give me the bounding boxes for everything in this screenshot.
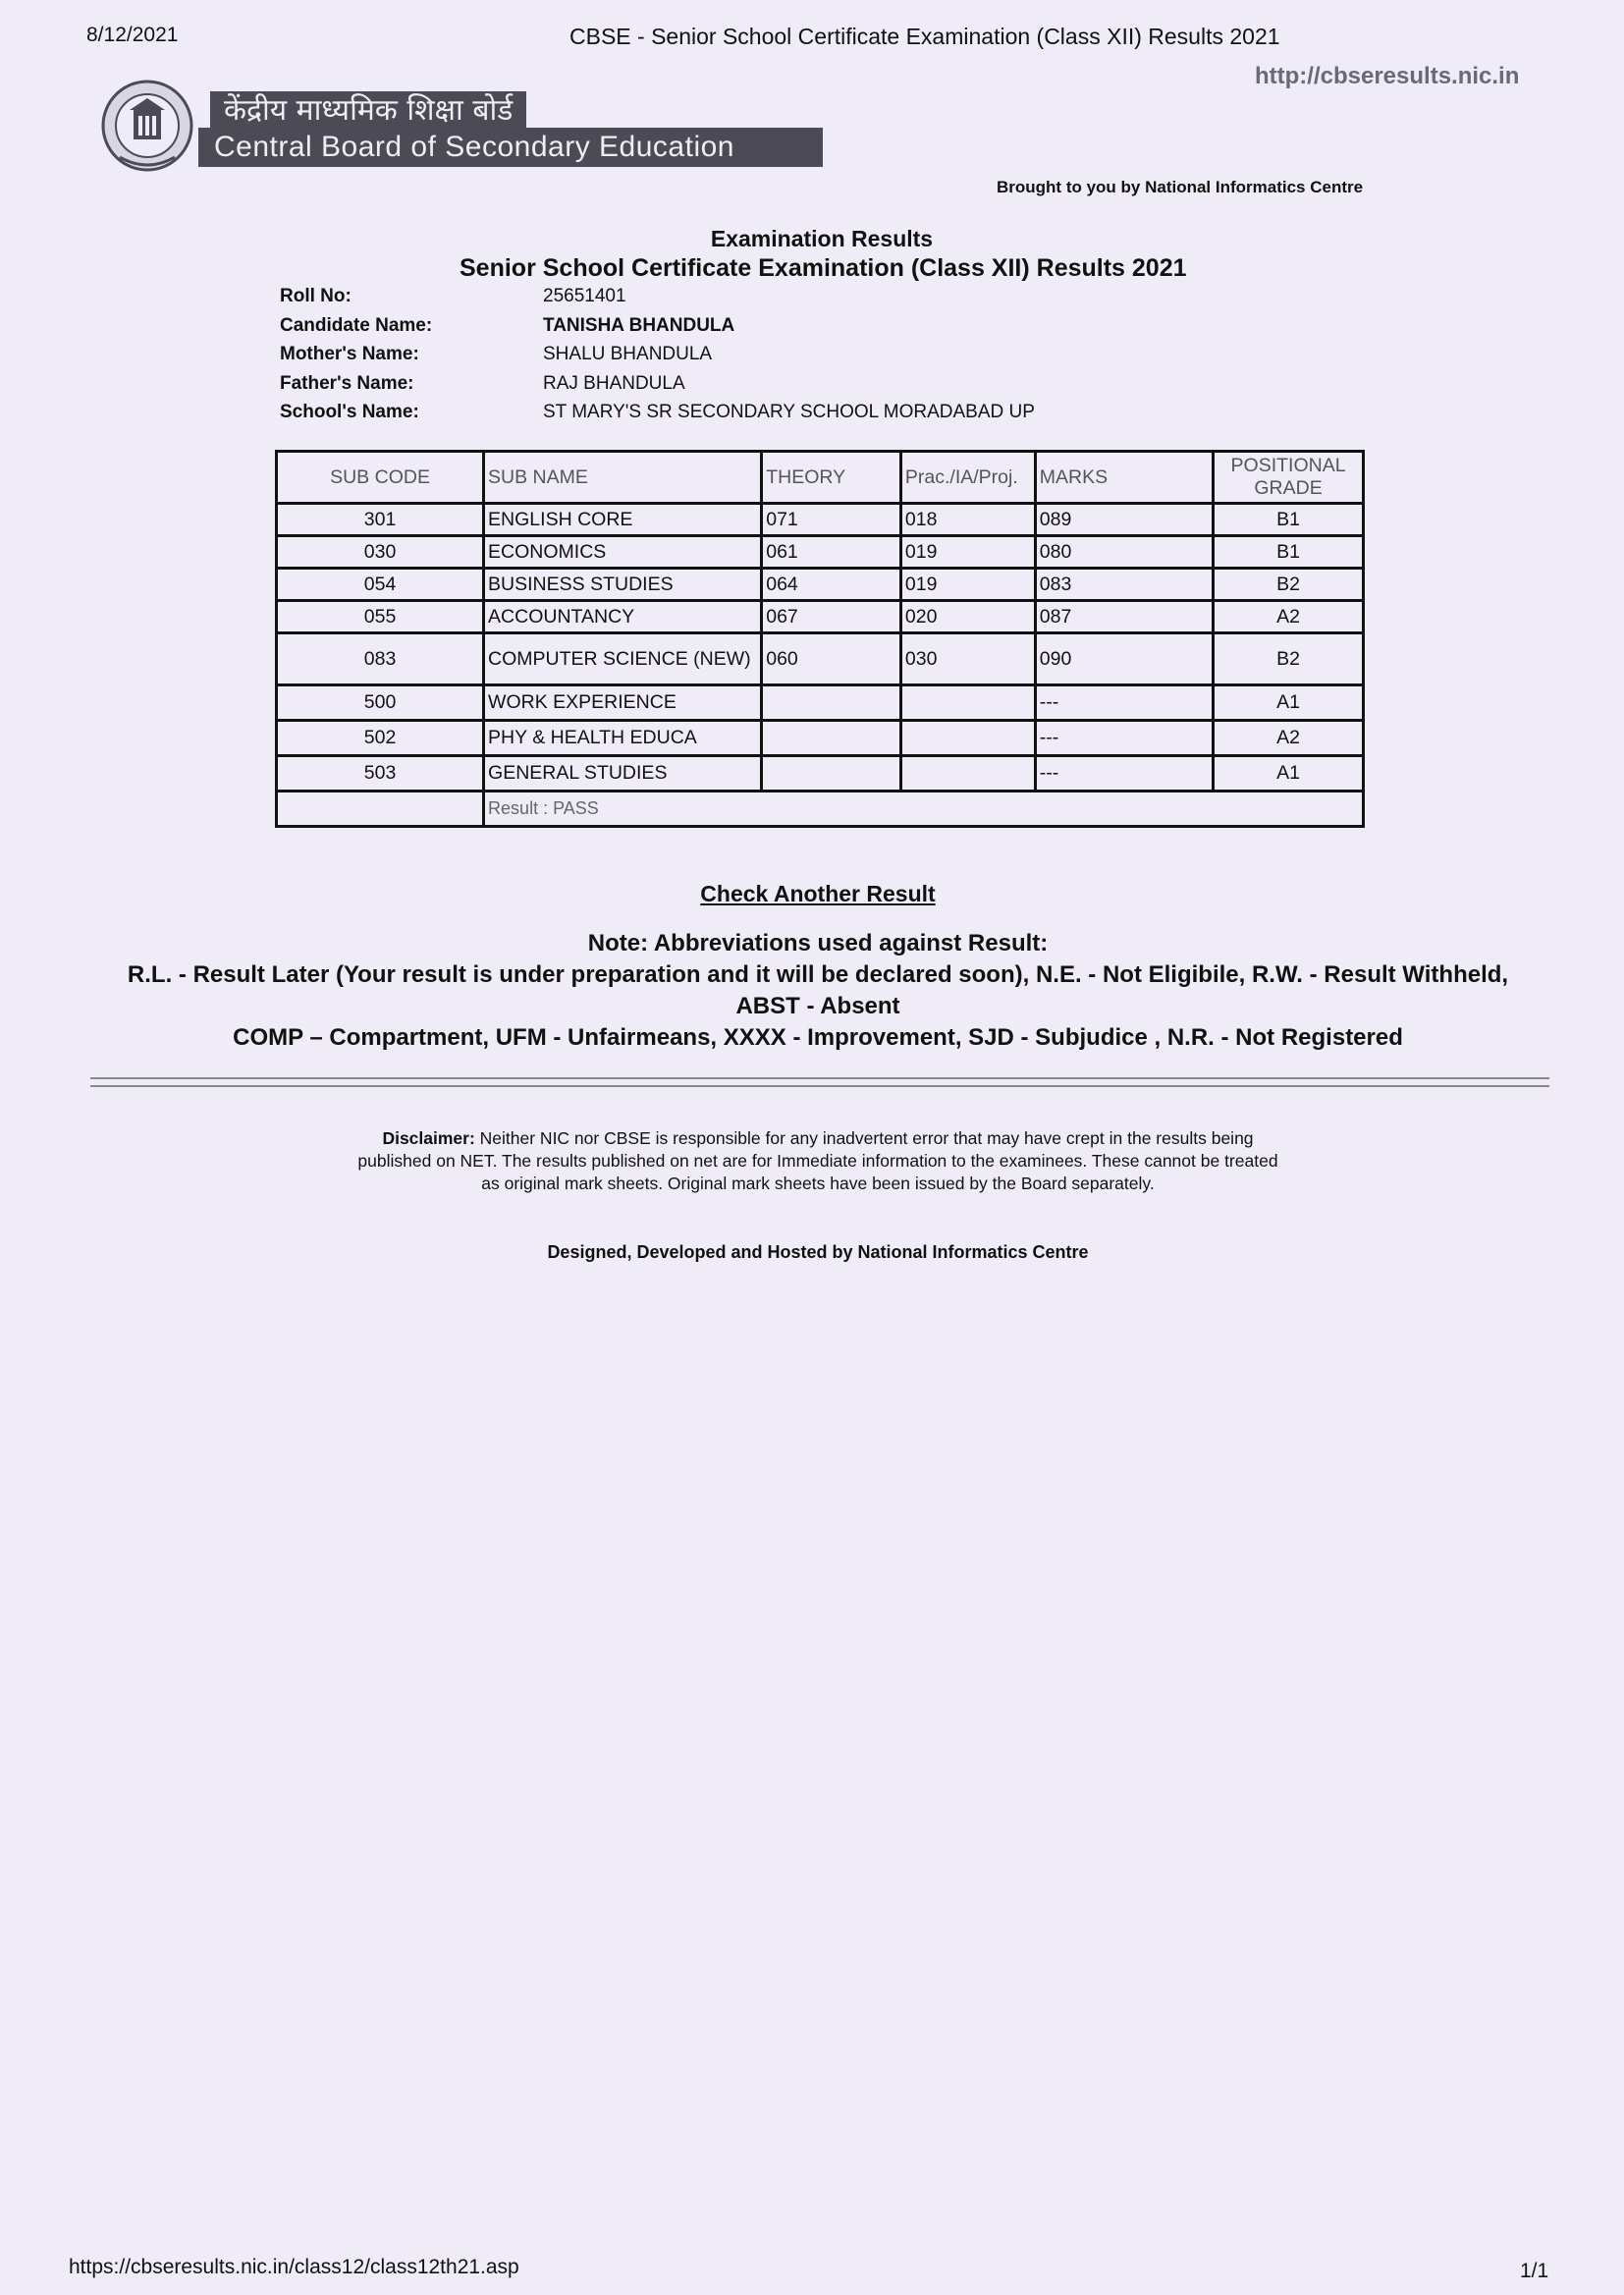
sub-code-cell: 301 xyxy=(277,504,484,536)
footer-page-number: 1/1 xyxy=(1520,2260,1549,2282)
grade-cell: B2 xyxy=(1214,633,1364,685)
result-status: Result : PASS xyxy=(484,792,1364,827)
theory-cell: 060 xyxy=(762,633,901,685)
marks-cell: --- xyxy=(1035,721,1213,756)
grade-cell: A1 xyxy=(1214,756,1364,792)
father-name-label: Father's Name: xyxy=(280,373,414,394)
result-row xyxy=(277,792,1364,827)
theory-cell: 067 xyxy=(762,601,901,633)
sub-code-cell: 055 xyxy=(277,601,484,633)
sub-code-cell: 502 xyxy=(277,721,484,756)
sub-name-cell: WORK EXPERIENCE xyxy=(484,685,762,721)
disclaimer-line-3: as original mark sheets. Original mark sheets have been issued by the Board separately. xyxy=(481,1174,1155,1193)
father-name-value: RAJ BHANDULA xyxy=(543,373,685,394)
practical-cell: 019 xyxy=(900,536,1035,569)
practical-cell: 030 xyxy=(900,633,1035,685)
theory-cell xyxy=(762,756,901,792)
candidate-name-value: TANISHA BHANDULA xyxy=(543,315,735,336)
table-row xyxy=(277,721,1364,756)
print-page-title: CBSE - Senior School Certificate Examination (Class XII) Results 2021 xyxy=(569,24,1280,49)
roll-no-label: Roll No: xyxy=(280,286,352,306)
col-header-practical: Prac./IA/Proj. xyxy=(900,452,1035,504)
disclaimer-line-1 xyxy=(0,1128,1624,1149)
practical-cell: 018 xyxy=(900,504,1035,536)
roll-no-value: 25651401 xyxy=(543,286,626,306)
disclaimer-label: Disclaimer: xyxy=(382,1128,475,1148)
theory-cell: 061 xyxy=(762,536,901,569)
sub-name-cell: ENGLISH CORE xyxy=(484,504,762,536)
school-name-label: School's Name: xyxy=(280,402,419,422)
sub-name-cell: ACCOUNTANCY xyxy=(484,601,762,633)
site-url: http://cbseresults.nic.in xyxy=(1255,63,1520,89)
sub-code-cell: 503 xyxy=(277,756,484,792)
sub-code-cell: 500 xyxy=(277,685,484,721)
marks-cell: 089 xyxy=(1035,504,1213,536)
print-date: 8/12/2021 xyxy=(86,24,179,46)
sub-name-cell: PHY & HEALTH EDUCA xyxy=(484,721,762,756)
grade-cell: B1 xyxy=(1214,536,1364,569)
table-row xyxy=(277,504,1364,536)
notes-line-1: R.L. - Result Later (Your result is under preparation and it will be declared soon), N.E. - Not Eligibile, R.W. - Result Withheld, xyxy=(127,961,1509,988)
board-name-hindi: केंद्रीय माध्यमिक शिक्षा बोर्ड xyxy=(210,91,526,131)
practical-cell: 019 xyxy=(900,569,1035,601)
sub-name-cell: GENERAL STUDIES xyxy=(484,756,762,792)
grade-cell: A2 xyxy=(1214,721,1364,756)
candidate-name-label: Candidate Name: xyxy=(280,315,433,336)
table-row xyxy=(277,633,1364,685)
brought-by-text: Brought to you by National Informatics Centre xyxy=(997,178,1364,196)
check-another-result-link[interactable]: Check Another Result xyxy=(700,881,936,906)
practical-cell xyxy=(900,721,1035,756)
sub-name-cell: ECONOMICS xyxy=(484,536,762,569)
sub-code-cell: 083 xyxy=(277,633,484,685)
disclaimer-text-1: Neither NIC nor CBSE is responsible for any inadvertent error that may have crept in the results being xyxy=(474,1128,1254,1148)
grade-cell: B2 xyxy=(1214,569,1364,601)
marks-cell: 087 xyxy=(1035,601,1213,633)
results-heading: Examination Results xyxy=(710,226,934,251)
sub-code-cell: 030 xyxy=(277,536,484,569)
col-header-sub-name: SUB NAME xyxy=(484,452,762,504)
theory-cell xyxy=(762,685,901,721)
grade-cell: B1 xyxy=(1214,504,1364,536)
marks-cell: --- xyxy=(1035,756,1213,792)
marks-cell: 080 xyxy=(1035,536,1213,569)
table-row xyxy=(277,536,1364,569)
notes-line-2: ABST - Absent xyxy=(735,993,900,1019)
separator-line xyxy=(90,1085,1549,1087)
designed-by-text: Designed, Developed and Hosted by National Informatics Centre xyxy=(547,1242,1089,1262)
mother-name-label: Mother's Name: xyxy=(280,344,419,364)
sub-name-cell: COMPUTER SCIENCE (NEW) xyxy=(484,633,762,685)
grade-cell: A2 xyxy=(1214,601,1364,633)
results-subheading: Senior School Certificate Examination (Class XII) Results 2021 xyxy=(460,254,1187,282)
table-row xyxy=(277,569,1364,601)
result-spacer-cell xyxy=(277,792,484,827)
theory-cell: 071 xyxy=(762,504,901,536)
mother-name-value: SHALU BHANDULA xyxy=(543,344,713,364)
school-name-value: ST MARY'S SR SECONDARY SCHOOL MORADABAD UP xyxy=(543,402,1035,422)
notes-heading: Note: Abbreviations used against Result: xyxy=(587,930,1049,956)
cbse-emblem-logo xyxy=(100,79,194,173)
table-row xyxy=(277,685,1364,721)
marks-cell: --- xyxy=(1035,685,1213,721)
notes-line-3: COMP – Compartment, UFM - Unfairmeans, XXXX - Improvement, SJD - Subjudice , N.R. - Not Registered xyxy=(233,1024,1403,1051)
practical-cell xyxy=(900,685,1035,721)
theory-cell: 064 xyxy=(762,569,901,601)
disclaimer-line-2: published on NET. The results published on net are for Immediate information to the examinees. These cannot be treated xyxy=(357,1151,1278,1171)
theory-cell xyxy=(762,721,901,756)
col-header-marks: MARKS xyxy=(1035,452,1213,504)
col-header-sub-code: SUB CODE xyxy=(277,452,484,504)
separator-line xyxy=(90,1077,1549,1079)
col-header-grade: POSITIONAL GRADE xyxy=(1214,452,1364,504)
sub-code-cell: 054 xyxy=(277,569,484,601)
table-row xyxy=(277,601,1364,633)
marks-table xyxy=(275,450,1365,828)
grade-cell: A1 xyxy=(1214,685,1364,721)
col-header-theory: THEORY xyxy=(762,452,901,504)
table-row xyxy=(277,756,1364,792)
sub-name-cell: BUSINESS STUDIES xyxy=(484,569,762,601)
footer-page-url: https://cbseresults.nic.in/class12/class12th21.asp xyxy=(69,2256,519,2278)
marks-cell: 083 xyxy=(1035,569,1213,601)
board-name-english: Central Board of Secondary Education xyxy=(198,128,823,167)
practical-cell xyxy=(900,756,1035,792)
practical-cell: 020 xyxy=(900,601,1035,633)
table-header-row xyxy=(277,452,1364,504)
marks-cell: 090 xyxy=(1035,633,1213,685)
